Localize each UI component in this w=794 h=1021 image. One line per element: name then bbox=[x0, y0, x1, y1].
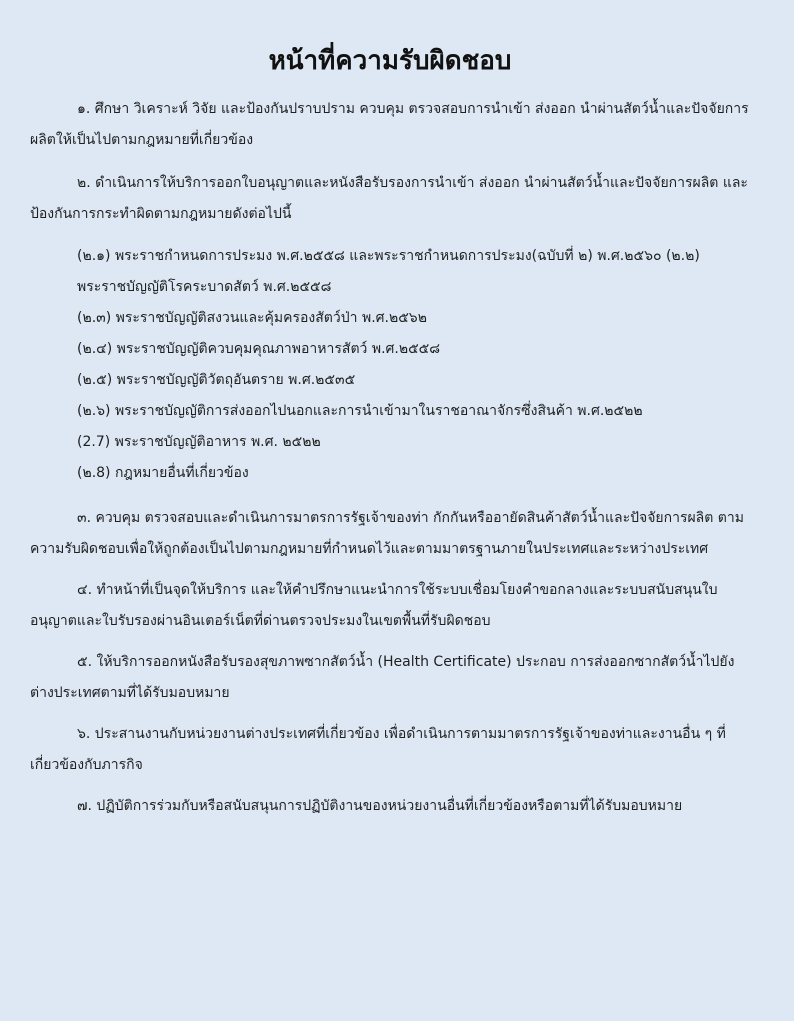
law-item-1: (๒.๑) พระราชกำหนดการประมง พ.ศ.๒๕๕๘ และพระราชกำหนดการประมง(ฉบับที่ ๒) พ.ศ.๒๕๖๐ (๒.๒) bbox=[77, 248, 700, 264]
law-item-4: (๒.๔) พระราชบัญญัติควบคุมคุณภาพอาหารสัตว์ พ.ศ.๒๕๕๘ bbox=[77, 341, 441, 357]
law-list bbox=[30, 241, 750, 489]
law-item-5: (๒.๕) พระราชบัญญัติวัตถุอันตราย พ.ศ.๒๕๓๕ bbox=[77, 372, 356, 388]
document-page bbox=[30, 0, 750, 1021]
duty-paragraph-6: ๖. ประสานงานกับหน่วยงานต่างประเทศที่เกี่ยวข้อง เพื่อดำเนินการตามมาตรการรัฐเจ้าของท่าและงานอื่น ๆ ที่เกี่ยวข้องกับภารกิจ bbox=[30, 726, 726, 773]
law-item-2: พระราชบัญญัติโรคระบาดสัตว์ พ.ศ.๒๕๕๘ bbox=[77, 279, 332, 295]
duty-paragraph-1: ๑. ศึกษา วิเคราะห์ วิจัย และป้องกันปราบปราม ควบคุม ตรวจสอบการนำเข้า ส่งออก นำผ่านสัตว์น้ำและปัจจัยการผลิตให้เป็นไปตามกฎหมายที่เกี่ยวข้อง bbox=[30, 101, 749, 148]
page-title: หน้าที่ความรับผิดชอบ bbox=[268, 46, 512, 76]
duty-paragraph-4: ๔. ทำหน้าที่เป็นจุดให้บริการ และให้คำปรึกษาแนะนำการใช้ระบบเชื่อมโยงคำขอกลางและระบบสนับสนุนใบอนุญาตและใบรับรองผ่านอินเตอร์เน็ตที่ด่านตรวจประมงในเขตพื้นที่รับผิดชอบ bbox=[30, 582, 718, 629]
duty-paragraph-3: ๓. ควบคุม ตรวจสอบและดำเนินการมาตรการรัฐเจ้าของท่า กักกันหรืออายัดสินค้าสัตว์น้ำและปัจจัยการผลิต ตามความรับผิดชอบเพื่อให้ถูกต้องเป็นไปตามกฎหมายที่กำหนดไว้และตามมาตรฐานภายในประเทศและระหว่างประเทศ bbox=[30, 510, 744, 557]
duty-paragraph-2: ๒. ดำเนินการให้บริการออกใบอนุญาตและหนังสือรับรองการนำเข้า ส่งออก นำผ่านสัตว์น้ำและปัจจัยการผลิต และป้องกันการกระทำผิดตามกฎหมายดังต่อไปนี้ bbox=[30, 175, 748, 222]
duty-paragraph-5: ๕. ให้บริการออกหนังสือรับรองสุขภาพซากสัตว์น้ำ (Health Certificate) ประกอบ การส่งออกซากสัตว์น้ำไปยังต่างประเทศตามที่ได้รับมอบหมาย bbox=[30, 654, 735, 701]
law-item-8: (๒.8) กฎหมายอื่นที่เกี่ยวข้อง bbox=[77, 465, 249, 481]
law-item-6: (๒.๖) พระราชบัญญัติการส่งออกไปนอกและการนำเข้ามาในราชอาณาจักรซึ่งสินค้า พ.ศ.๒๕๒๒ bbox=[77, 403, 643, 419]
law-item-3: (๒.๓) พระราชบัญญัติสงวนและคุ้มครองสัตว์ป่า พ.ศ.๒๕๖๒ bbox=[77, 310, 427, 326]
law-item-7: (2.7) พระราชบัญญัติอาหาร พ.ศ. ๒๕๒๒ bbox=[77, 434, 321, 450]
duty-paragraph-7: ๗. ปฏิบัติการร่วมกับหรือสนับสนุนการปฏิบัติงานของหน่วยงานอื่นที่เกี่ยวข้องหรือตามที่ได้รับมอบหมาย bbox=[77, 798, 683, 814]
